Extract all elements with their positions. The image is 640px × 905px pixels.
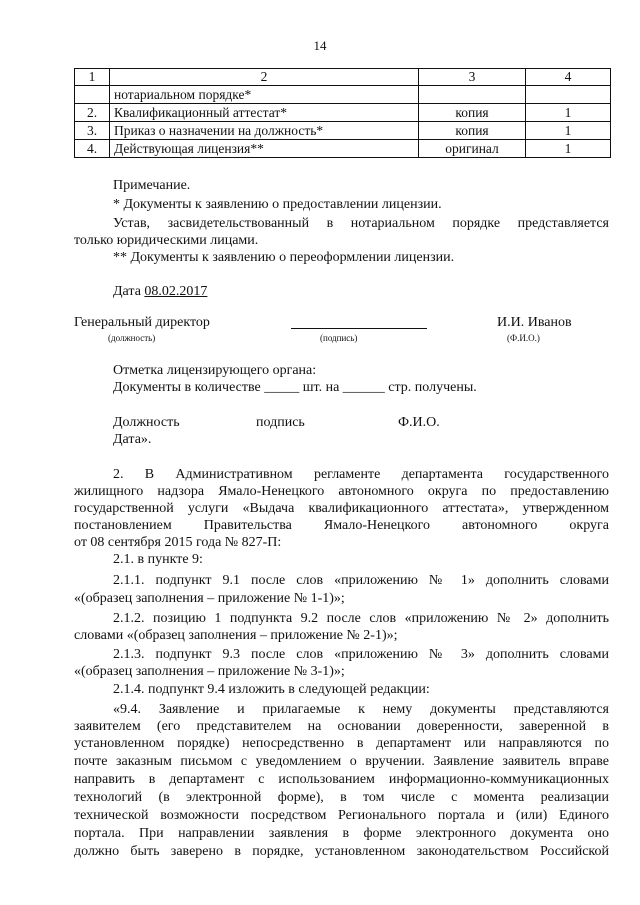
body-line: почте заказным письмом с уведомлением о вручении. Заявление заявитель вправе (74, 754, 609, 769)
footer-position: Должность (113, 415, 180, 430)
row-document-type: копия (419, 122, 526, 140)
body-line: словами «(образец заполнения – приложение № 2-1)»; (74, 628, 398, 643)
body-line: «(образец заполнения – приложение № 1-1)»; (74, 591, 345, 606)
row-count (526, 86, 611, 104)
body-line: заявителем (его представителем на основании доверенности, заверенной в (74, 719, 609, 734)
row-count: 1 (526, 140, 611, 158)
row-document-type: оригинал (419, 140, 526, 158)
name-caption: (Ф.И.О.) (507, 333, 540, 343)
date-line (113, 282, 207, 301)
body-line: технологий (в электронной форме), в том числе с момента реализации (74, 790, 609, 805)
row-document-type: копия (419, 104, 526, 122)
row-document-name: нотариальном порядке* (110, 86, 419, 104)
body-line: жилищного надзора Ямало-Ненецкого автономного округа по предоставлению (74, 484, 609, 499)
table-row (75, 140, 611, 158)
documents-table (74, 68, 611, 158)
body-line: государственной услуги «Выдача квалификационного аттестата», утвержденном (74, 501, 609, 516)
body-line: 2.1.4. подпункт 9.4 изложить в следующей редакции: (113, 682, 430, 697)
table-header-cell: 1 (75, 69, 110, 86)
row-number (75, 86, 110, 104)
body-line: 2.1.1. подпункт 9.1 после слов «приложению № 1» дополнить словами (113, 573, 609, 588)
body-line: «9.4. Заявление и прилагаемые к нему документы представляются (113, 702, 609, 717)
body-line: должно быть заверено в порядке, установленном законодательством Российской (74, 844, 609, 859)
signer-name: И.И. Иванов (497, 315, 572, 330)
body-line: от 08 сентября 2015 года № 827-П: (74, 535, 282, 550)
page-number: 14 (313, 38, 327, 53)
row-number: 3. (75, 122, 110, 140)
body-line: 2.1. в пункте 9: (113, 552, 203, 567)
date-label: Дата (113, 284, 145, 299)
footer-fio: Ф.И.О. (398, 415, 440, 430)
body-line: направить в департамент с использованием информационно-коммуникационных (74, 772, 609, 787)
row-count: 1 (526, 104, 611, 122)
footer-signature: подпись (256, 415, 305, 430)
body-line: «(образец заполнения – приложение № 3-1)»; (74, 664, 345, 679)
body-line: 2. В Административном регламенте департамента государственного (113, 467, 609, 482)
table-header-cell: 4 (526, 69, 611, 86)
body-line: портала. При направлении заявления в форме электронного документа оно (74, 826, 609, 841)
note-line-2a: Устав, засвидетельствованный в нотариальном порядке представляется (113, 216, 609, 231)
body-line: постановлением Правительства Ямало-Ненецкого автономного округа (74, 518, 609, 533)
row-document-name: Квалификационный аттестат* (110, 104, 419, 122)
row-count: 1 (526, 122, 611, 140)
body-line: установленном порядке) непосредственно в департамент или направляются по (74, 736, 609, 751)
notes-title: Примечание. (113, 178, 191, 193)
table-row (75, 104, 611, 122)
documents-count-line: Документы в количестве _____ шт. на ______ стр. получены. (113, 380, 477, 395)
body-line: технической возможности посредством Регионального портала и (или) Единого (74, 808, 609, 823)
row-number: 4. (75, 140, 110, 158)
signature-caption: (подпись) (320, 333, 358, 343)
authority-mark-title: Отметка лицензирующего органа: (113, 363, 317, 378)
position-caption: (должность) (108, 333, 156, 343)
signer-position: Генеральный директор (74, 315, 210, 330)
table-row (75, 86, 611, 104)
note-line-3: ** Документы к заявлению о переоформлении лицензии. (113, 250, 455, 265)
note-line-2b: только юридическими лицами. (74, 233, 259, 248)
date-value: 08.02.2017 (144, 284, 208, 299)
body-line: 2.1.3. подпункт 9.3 после слов «приложению № 3» дополнить словами (113, 647, 609, 662)
body-line: 2.1.2. позицию 1 подпункта 9.2 после слов «приложению № 2» дополнить (113, 611, 609, 626)
row-number: 2. (75, 104, 110, 122)
signature-line (291, 328, 427, 329)
table-header-row (75, 69, 611, 86)
table-row (75, 122, 611, 140)
row-document-name: Приказ о назначении на должность* (110, 122, 419, 140)
table-header-cell: 2 (110, 69, 419, 86)
note-line-1: * Документы к заявлению о предоставлении лицензии. (113, 197, 442, 212)
row-document-name: Действующая лицензия** (110, 140, 419, 158)
row-document-type (419, 86, 526, 104)
footer-date: Дата». (113, 432, 152, 447)
table-header-cell: 3 (419, 69, 526, 86)
